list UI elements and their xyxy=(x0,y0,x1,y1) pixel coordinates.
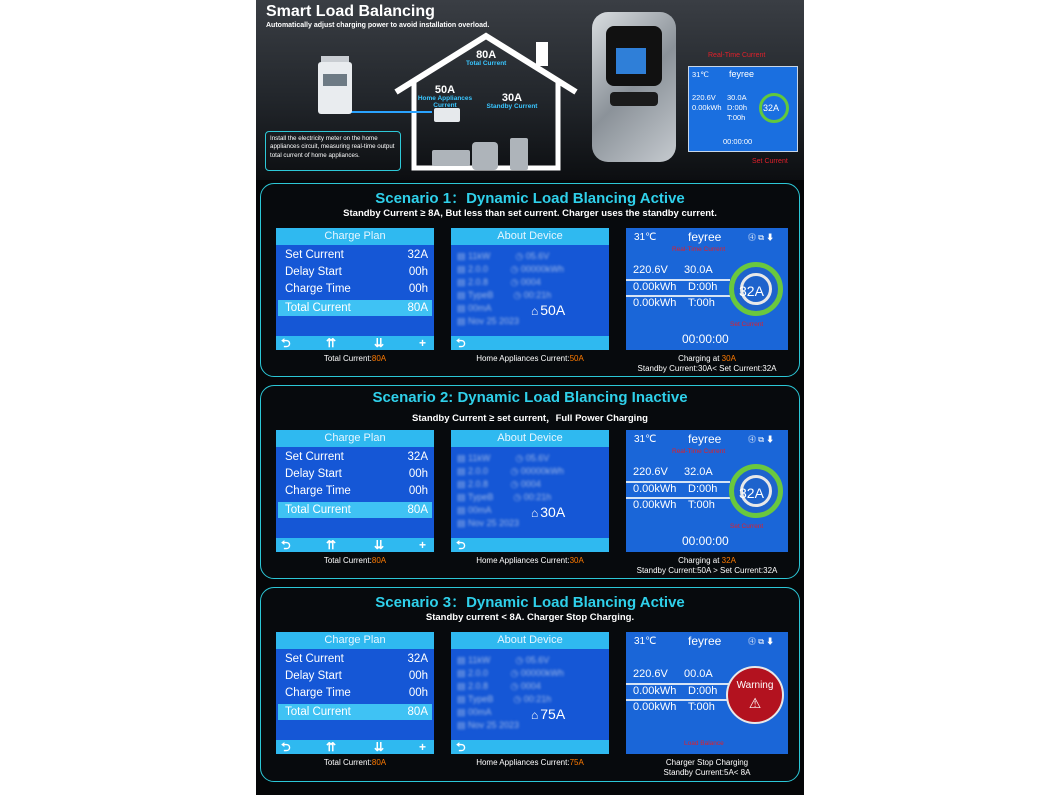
hero-title: Smart Load Balancing xyxy=(266,3,435,20)
move-bottom-icon[interactable]: ⇊ xyxy=(374,740,385,754)
voltage: 220.6V xyxy=(633,264,668,276)
ev-charger-image xyxy=(592,12,676,162)
back-icon[interactable]: ⮌ xyxy=(456,336,466,350)
about-device-title: About Device xyxy=(451,430,609,447)
standby-caption: Standby Current:30A< Set Current:32A xyxy=(637,364,777,373)
total-current-caption: Total Current:80A xyxy=(323,556,387,565)
total-current-caption: Total Current:80A xyxy=(323,354,387,363)
back-icon[interactable]: ⮌ xyxy=(456,740,466,754)
about-device-screen xyxy=(451,430,609,552)
set-current-row[interactable]: Set Current 32A xyxy=(285,653,428,665)
status-icons: ⓸ ⧉ ⬇ xyxy=(748,637,775,646)
about-device-screen xyxy=(451,228,609,350)
move-bottom-icon[interactable]: ⇊ xyxy=(374,336,385,350)
washer-icon xyxy=(472,142,498,170)
charge-plan-screen xyxy=(276,228,434,350)
realtime-current-label: Real-Time Current xyxy=(672,448,726,455)
charge-plan-screen xyxy=(276,430,434,552)
charge-plan-title: Charge Plan xyxy=(276,430,434,447)
home-current-value: ⌂ 50A xyxy=(531,302,566,318)
back-icon[interactable]: ⮌ xyxy=(281,336,291,350)
move-bottom-icon[interactable]: ⇊ xyxy=(374,538,385,552)
total-current-row[interactable]: Total Current 80A xyxy=(278,300,432,316)
small-meter-icon xyxy=(434,108,460,122)
delay-start-row[interactable]: Delay Start 00h xyxy=(285,468,428,480)
scenario-title: Scenario 2: Dynamic Load Blancing Inactive xyxy=(372,389,688,406)
clock: 00:00:00 xyxy=(682,534,729,548)
electricity-meter-icon xyxy=(318,62,352,114)
fridge-icon xyxy=(510,138,528,170)
home-current-label: 50A Home Appliances Current xyxy=(417,84,473,109)
voltage: 220.6V xyxy=(633,668,668,680)
move-top-icon[interactable]: ⇈ xyxy=(326,538,337,552)
add-icon[interactable]: + xyxy=(419,336,427,350)
poster xyxy=(256,0,804,795)
charge-time-row[interactable]: Charge Time 00h xyxy=(285,687,428,699)
home-current-caption: Home Appliances Current:30A xyxy=(476,556,584,565)
tv-icon xyxy=(432,150,470,166)
set-current-value: 32A xyxy=(739,283,764,299)
mini-dashboard: 31℃ feyree 220.6V 30.0A 0.00kWh D:00h T:00h 32A 00:00:00 xyxy=(688,66,798,152)
add-icon[interactable]: + xyxy=(419,740,427,754)
realtime-current-label: Real-Time Current xyxy=(672,246,726,253)
scenario-subtitle: Standby current < 8A. Charger Stop Charging. xyxy=(425,612,635,623)
charging-current: 00.0A xyxy=(684,668,713,680)
set-current-row[interactable]: Set Current 32A xyxy=(285,249,428,261)
charging-caption: Charging at 30A xyxy=(678,354,736,363)
about-device-screen xyxy=(451,632,609,754)
meter-wire-icon xyxy=(346,88,436,128)
set-current-label: Set Current xyxy=(752,158,788,165)
total-current-caption: Total Current:80A xyxy=(323,758,387,767)
install-note: Install the electricity meter on the home appliances circuit, measuring real-time output total current of home appliances. xyxy=(265,131,401,171)
device-footer xyxy=(451,740,609,754)
status-icons: ⓸ ⧉ ⬇ xyxy=(748,435,775,444)
voltage: 220.6V xyxy=(633,466,668,478)
blurred-device-info: ▤ 11kW ◷ 05.6V ▤ 2.0.0 ◷ 00000kWh ▤ 2.0.8 ◷ 0004 ▤ TypeB ◷ 00:21h ▤ 00mA ▤ Nov 25 2023 xyxy=(457,453,564,528)
plan-footer xyxy=(276,538,434,552)
device-footer xyxy=(451,538,609,552)
blurred-device-info: ▤ 11kW ◷ 05.6V ▤ 2.0.0 ◷ 00000kWh ▤ 2.0.8 ◷ 0004 ▤ TypeB ◷ 00:21h ▤ 00mA ▤ Nov 25 2023 xyxy=(457,251,564,326)
move-top-icon[interactable]: ⇈ xyxy=(326,740,337,754)
charging-caption: Charging at 32A xyxy=(678,556,736,565)
scenario-subtitle: Standby Current ≥ set current，Full Power Charging xyxy=(412,413,648,424)
total-current-row[interactable]: Total Current 80A xyxy=(278,704,432,720)
day-time: D:00h xyxy=(688,281,718,293)
charge-plan-title: Charge Plan xyxy=(276,228,434,245)
total-time: T:00h xyxy=(688,701,715,713)
home-current-caption: Home Appliances Current:50A xyxy=(476,354,584,363)
energy: 0.00kWh xyxy=(633,685,677,697)
set-current-label: Set Current xyxy=(730,523,764,530)
scenario-1-panel xyxy=(260,183,800,377)
move-top-icon[interactable]: ⇈ xyxy=(326,336,337,350)
standby-caption: Standby Current:5A< 8A xyxy=(663,768,751,777)
scenario-title: Scenario 1：Dynamic Load Blancing Active xyxy=(375,190,685,207)
house-icon: ⌂ xyxy=(531,708,539,722)
charging-current: 30.0A xyxy=(684,264,713,276)
back-icon[interactable]: ⮌ xyxy=(456,538,466,552)
add-icon[interactable]: + xyxy=(419,538,427,552)
delay-start-row[interactable]: Delay Start 00h xyxy=(285,670,428,682)
scenario-2-panel xyxy=(260,385,800,579)
standby-current-label: 30A Standby Current xyxy=(486,92,538,110)
house-icon: ⌂ xyxy=(531,506,539,520)
home-current-value: ⌂ 30A xyxy=(531,504,566,520)
device-footer xyxy=(451,336,609,350)
temperature: 31℃ xyxy=(634,636,657,647)
charging-caption: Charger Stop Charging xyxy=(665,758,749,767)
energy: 0.00kWh xyxy=(633,483,677,495)
temperature: 31℃ xyxy=(634,434,657,445)
charge-plan-screen xyxy=(276,632,434,754)
total-current-row[interactable]: Total Current 80A xyxy=(278,502,432,518)
plan-footer xyxy=(276,740,434,754)
scenario-3-panel xyxy=(260,587,800,782)
charging-dashboard: 31℃ feyree ⓸ ⧉ ⬇ Real-Time Current 220.6V 30.0A 0.00kWh D:00h 0.00kWh T:00h 32A Set Current 00:00:00 xyxy=(626,228,788,350)
temperature: 31℃ xyxy=(634,232,657,243)
load-balance-label: Load Balance xyxy=(684,740,724,747)
set-current-row[interactable]: Set Current 32A xyxy=(285,451,428,463)
day-time: D:00h xyxy=(688,483,718,495)
total-time: T:00h xyxy=(688,499,715,511)
hero-section xyxy=(256,0,804,180)
home-current-caption: Home Appliances Current:75A xyxy=(476,758,584,767)
charging-dashboard: 31℃ feyree ⓸ ⧉ ⬇ Real-Time Current 220.6V 32.0A 0.00kWh D:00h 0.00kWh T:00h 32A Set Current 00:00:00 xyxy=(626,430,788,552)
scenario-title: Scenario 3：Dynamic Load Blancing Active xyxy=(375,594,685,611)
about-device-title: About Device xyxy=(451,228,609,245)
total-time: T:00h xyxy=(688,297,715,309)
hero-subtitle: Automatically adjust charging power to avoid installation overload. xyxy=(266,22,490,29)
back-icon[interactable]: ⮌ xyxy=(281,740,291,754)
delay-start-row[interactable]: Delay Start 00h xyxy=(285,266,428,278)
charge-time-row[interactable]: Charge Time 00h xyxy=(285,283,428,295)
energy: 0.00kWh xyxy=(633,281,677,293)
charge-time-row[interactable]: Charge Time 00h xyxy=(285,485,428,497)
charge-plan-title: Charge Plan xyxy=(276,632,434,649)
house-icon: ⌂ xyxy=(531,304,539,318)
brand: feyree xyxy=(688,230,722,244)
brand: feyree xyxy=(688,432,722,446)
standby-caption: Standby Current:50A > Set Current:32A xyxy=(636,566,778,575)
set-current-value: 32A xyxy=(739,485,764,501)
realtime-current-label: Real-Time Current xyxy=(708,52,766,59)
status-icons: ⓸ ⧉ ⬇ xyxy=(748,233,775,242)
charging-dashboard: 31℃ feyree ⓸ ⧉ ⬇ 220.6V 00.0A 0.00kWh D:00h 0.00kWh T:00h Warning ⚠ Load Balance xyxy=(626,632,788,754)
blurred-device-info: ▤ 11kW ◷ 05.6V ▤ 2.0.0 ◷ 00000kWh ▤ 2.0.8 ◷ 0004 ▤ TypeB ◷ 00:21h ▤ 00mA ▤ Nov 25 2023 xyxy=(457,655,564,730)
scenario-subtitle: Standby Current ≥ 8A, But less than set current. Charger uses the standby current. xyxy=(343,208,717,219)
set-current-label: Set Current xyxy=(730,321,764,328)
charging-current: 32.0A xyxy=(684,466,713,478)
plan-footer xyxy=(276,336,434,350)
home-current-value: ⌂ 75A xyxy=(531,706,566,722)
about-device-title: About Device xyxy=(451,632,609,649)
back-icon[interactable]: ⮌ xyxy=(281,538,291,552)
total-current-label: 80A Total Current xyxy=(466,49,507,67)
day-time: D:00h xyxy=(688,685,718,697)
warning-icon: ⚠ xyxy=(748,695,762,711)
warning-badge: Warning ⚠ xyxy=(726,666,784,724)
brand: feyree xyxy=(688,634,722,648)
clock: 00:00:00 xyxy=(682,332,729,346)
